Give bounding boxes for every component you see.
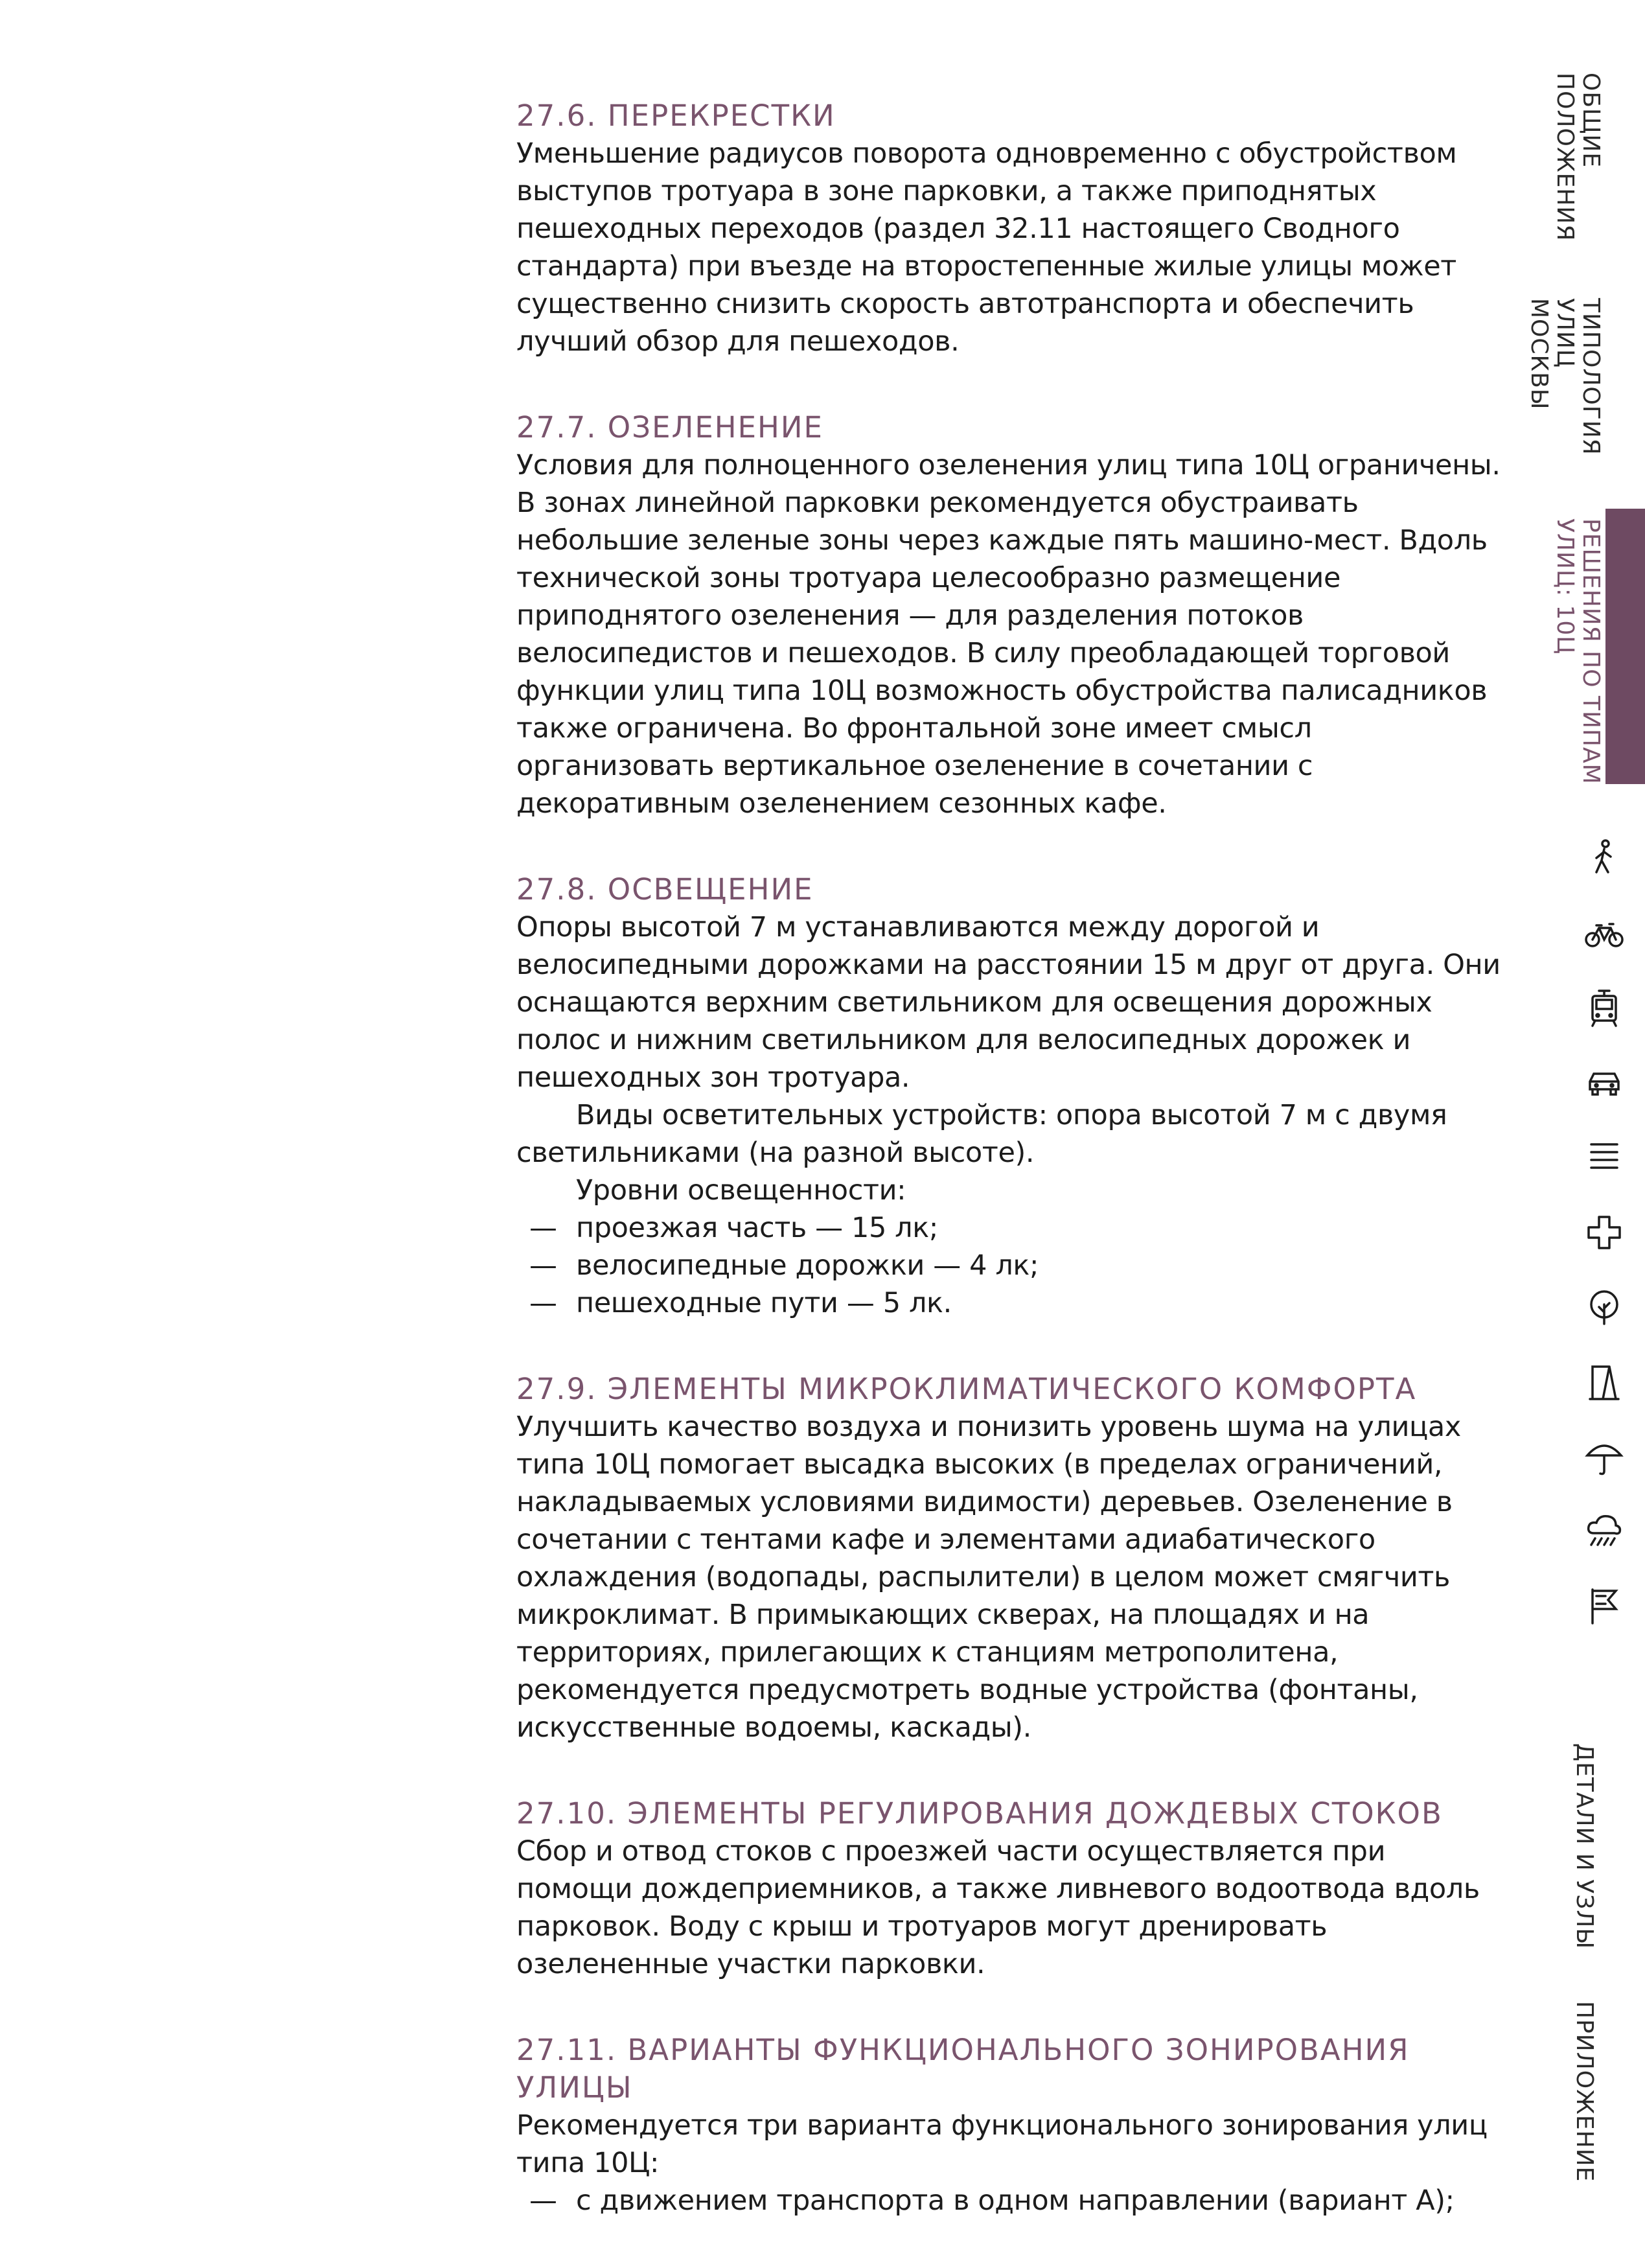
tab-typology[interactable]: ТИПОЛОГИЯ УЛИЦ МОСКВЫ — [1526, 298, 1604, 456]
cross-icon[interactable] — [1583, 1212, 1625, 1253]
list-dash: — — [529, 1212, 557, 1244]
umbrella-icon[interactable] — [1583, 1436, 1625, 1477]
section-microclimate — [516, 1371, 1501, 1746]
paragraph: Улучшить качество воздуха и понизить уровень шума на улицах типа 10Ц помогает высадка высоких (в пределах ограничений, накладываемых условиями видимости) деревьев. Озеленение в сочетании с тентами кафе и элементами адиабатического охлаждения (водопады, распылители) в целом может смягчить микроклимат. В примыкающих скверах, на площадях и на территориях, прилегающих к станциям метрополитена, рекомендуется предусмотреть водные устройства (фонтаны, искусственные водоемы, каскады). — [516, 1411, 1461, 1744]
section-heading: 27.8. ОСВЕЩЕНИЕ — [516, 872, 814, 907]
paragraph: Опоры высотой 7 м устанавливаются между дорогой и велосипедными дорожками на расстоянии 15 м друг от друга. Они оснащаются верхним светильником для освещения дорожных полос и нижним светильником для велосипедных дорожек и пешеходных зон тротуара. — [516, 911, 1501, 1094]
car-icon[interactable] — [1583, 1062, 1625, 1104]
bicycle-icon[interactable] — [1583, 912, 1625, 954]
paragraph: Условия для полноценного озеленения улиц типа 10Ц ограничены. В зонах линейной парковки рекомендуется обустраивать небольшие зеленые зоны через каждые пять машино-мест. Вдоль технической зоны тротуара целесообразно размещение приподнятого озеленения — для разделения потоков велосипедистов и пешеходов. В силу преобладающей торговой функции улиц типа 10Ц возможность обустройства палисадников также ограничена. Во фронтальной зоне имеет смысл организовать вертикальное озеленение в сочетании с декоративным озеленением сезонных кафе. — [516, 449, 1501, 820]
tab-appendix[interactable]: ПРИЛОЖЕНИЕ — [1571, 2001, 1598, 2182]
active-tab-marker — [1605, 509, 1645, 784]
icon-nav — [1583, 837, 1629, 1661]
section-zoning — [516, 2031, 1501, 2219]
list-item: — с движением транспорта в одном направлении (вариант А); — [516, 2182, 1501, 2219]
main-content — [516, 97, 1501, 2268]
section-intersections — [516, 97, 1501, 360]
list-item: — велосипедные дорожки — 4 лк; — [516, 1247, 1501, 1284]
list-item: — проезжая часть — 15 лк; — [516, 1209, 1501, 1247]
section-heading: 27.7. ОЗЕЛЕНЕНИЕ — [516, 410, 823, 445]
paragraph: Рекомендуется три варианта функционального зонирования улиц типа 10Ц: — [516, 2109, 1488, 2179]
flag-icon[interactable] — [1583, 1586, 1625, 1627]
paragraph: Сбор и отвод стоков с проезжей части осуществляется при помощи дождеприемников, а также ливневого водоотвода вдоль парковок. Воду с крыш и тротуаров могут дренировать озелененные участки парковки. — [516, 1835, 1480, 1980]
list-dash: — — [529, 1287, 557, 1319]
paragraph: Виды осветительных устройств: опора высотой 7 м с двумя светильниками (на разной высоте). — [516, 1099, 1447, 1169]
tab-solutions-10c[interactable]: РЕШЕНИЯ ПО ТИПАМ УЛИЦ: 10Ц — [1552, 518, 1604, 785]
lanes-icon[interactable] — [1583, 1137, 1625, 1178]
section-stormwater — [516, 1795, 1501, 1983]
tab-details[interactable]: ДЕТАЛИ И УЗЛЫ — [1571, 1743, 1598, 1950]
list-dash: — — [529, 2184, 557, 2217]
section-heading: 27.10. ЭЛЕМЕНТЫ РЕГУЛИРОВАНИЯ ДОЖДЕВЫХ СТОКОВ — [516, 1796, 1443, 1831]
lamp-icon[interactable] — [1583, 1361, 1625, 1403]
paragraph: Уменьшение радиусов поворота одновременно с обустройством выступов тротуара в зоне парковки, а также приподнятых пешеходных переходов (раздел 32.11 настоящего Сводного стандарта) при въезде на второстепенные жилые улицы может существенно снизить скорость автотранспорта и обеспечить лучший обзор для пешеходов. — [516, 137, 1457, 358]
list-dash: — — [529, 1249, 557, 1282]
paragraph: Уровни освещенности: — [576, 1174, 906, 1207]
section-heading: 27.6. ПЕРЕКРЕСТКИ — [516, 98, 836, 133]
section-greening — [516, 409, 1501, 822]
rain-icon[interactable] — [1583, 1511, 1625, 1553]
tab-general[interactable]: ОБЩИЕ ПОЛОЖЕНИЯ — [1552, 73, 1604, 242]
section-heading: 27.11. ВАРИАНТЫ ФУНКЦИОНАЛЬНОГО ЗОНИРОВАНИЯ УЛИЦЫ — [516, 2033, 1410, 2105]
pedestrian-icon[interactable] — [1583, 837, 1625, 879]
tree-icon[interactable] — [1583, 1286, 1625, 1328]
section-lighting — [516, 871, 1501, 1322]
list-item: — пешеходные пути — 5 лк. — [516, 1284, 1501, 1322]
tram-icon[interactable] — [1583, 987, 1625, 1028]
section-heading: 27.9. ЭЛЕМЕНТЫ МИКРОКЛИМАТИЧЕСКОГО КОМФОРТА — [516, 1372, 1417, 1406]
